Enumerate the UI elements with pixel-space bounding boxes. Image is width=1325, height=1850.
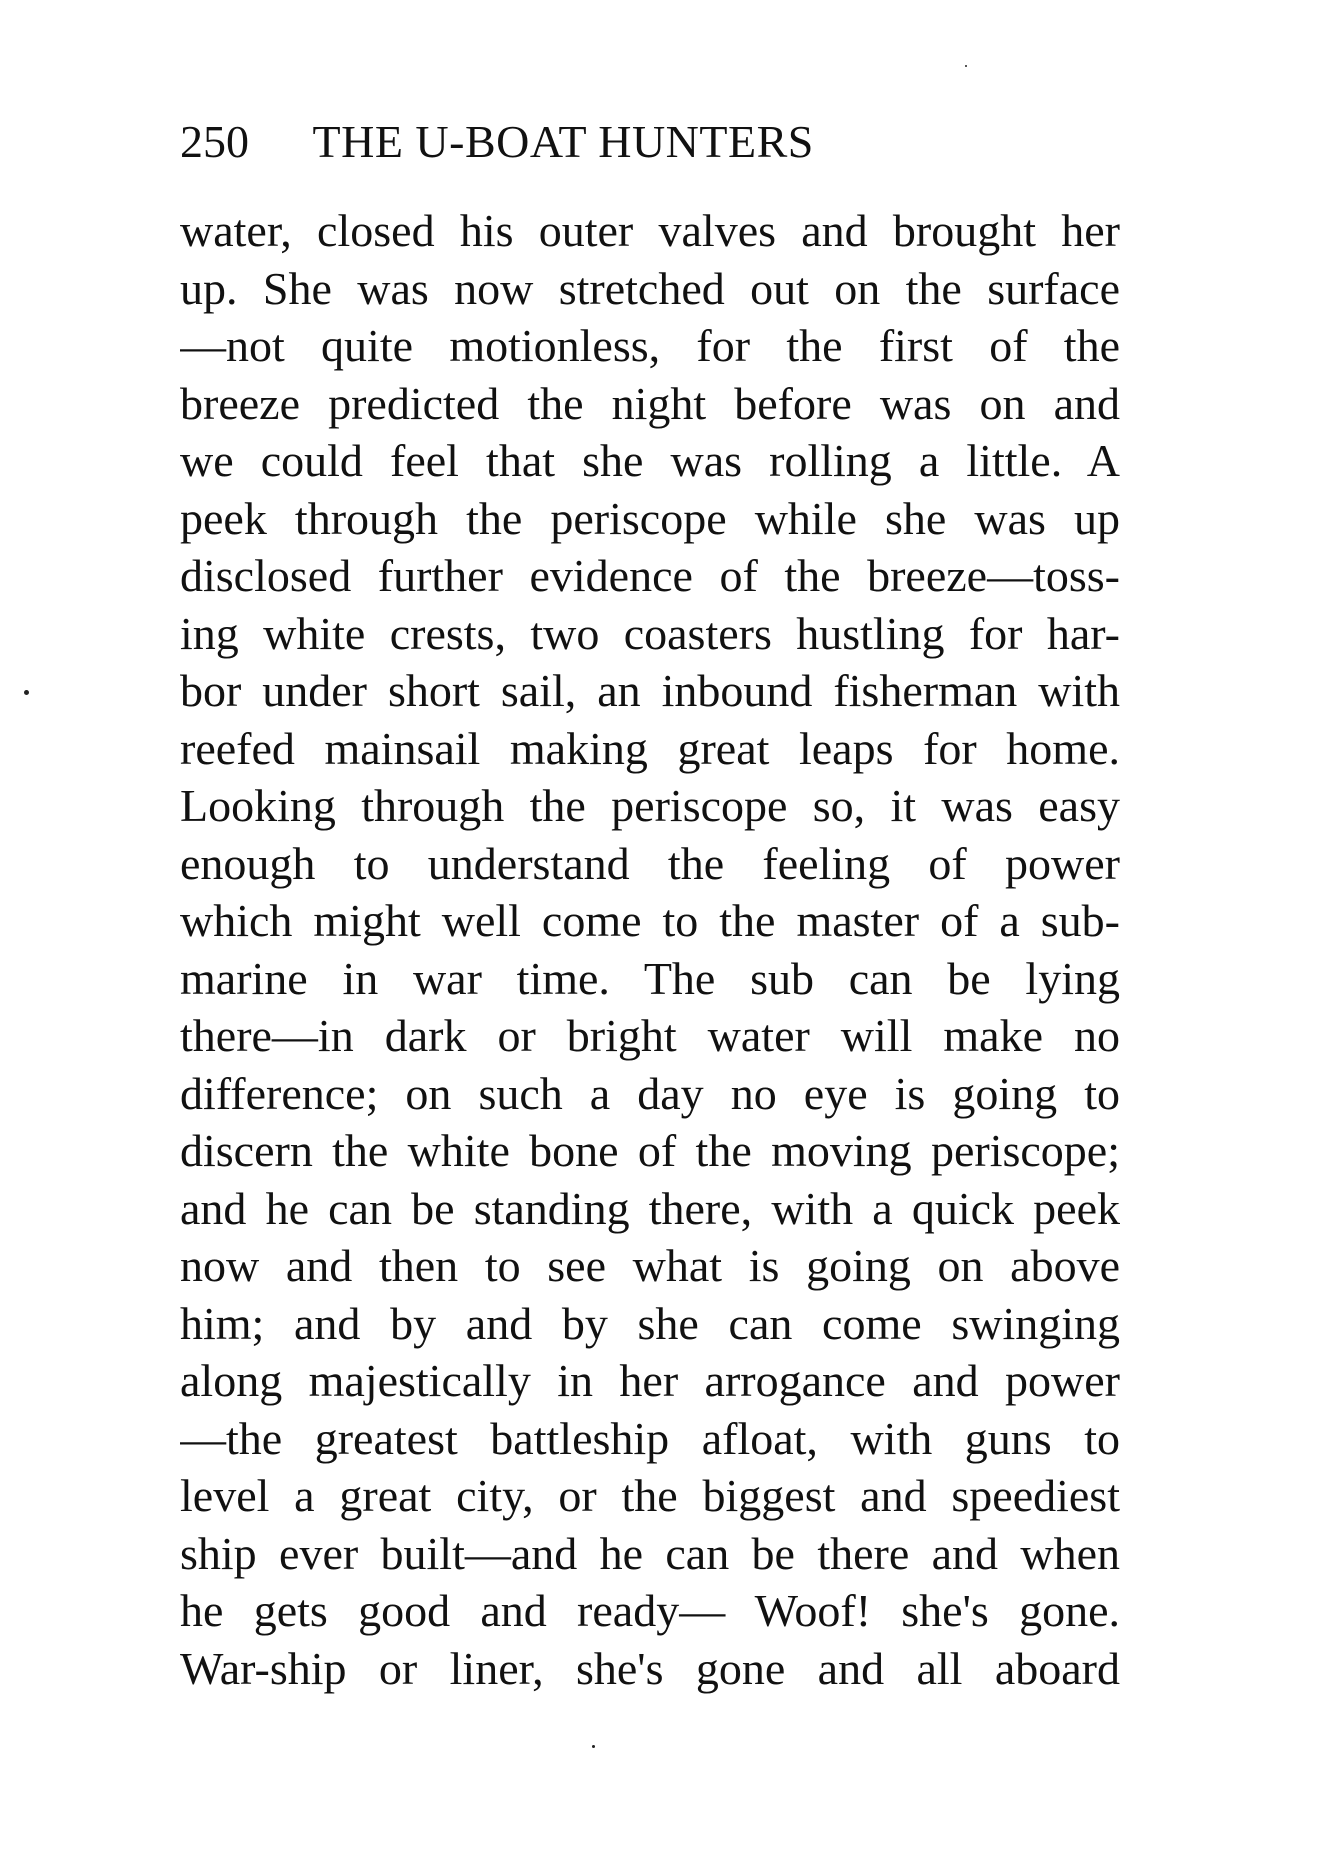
text-line: difference; on such a day no eye is going to xyxy=(180,1067,1120,1119)
text-line: marine in war time. The sub can be lying xyxy=(180,952,1120,1004)
text-line: now and then to see what is going on above xyxy=(180,1240,1120,1291)
text-line: —the greatest battleship afloat, with guns to xyxy=(180,1412,1120,1464)
text-line: him; and by and by she can come swinging xyxy=(180,1297,1120,1349)
text-line: bor under short sail, an inbound fisherman with xyxy=(180,665,1120,716)
text-line: there—in dark or bright water will make no xyxy=(180,1010,1120,1061)
text-line: Looking through the periscope so, it was easy xyxy=(180,780,1120,831)
scan-speck xyxy=(24,690,29,695)
text-line: ing white crests, two coasters hustling for har- xyxy=(180,607,1120,659)
text-line: level a great city, or the biggest and speediest xyxy=(180,1470,1120,1521)
text-line: reefed mainsail making great leaps for home. xyxy=(180,722,1120,774)
text-line: disclosed further evidence of the breeze—toss- xyxy=(180,550,1120,601)
text-line: water, closed his outer valves and brought her xyxy=(180,205,1120,256)
text-line: we could feel that she was rolling a little. A xyxy=(180,435,1120,486)
text-line: and he can be standing there, with a quick peek xyxy=(180,1182,1120,1234)
text-line: which might well come to the master of a sub- xyxy=(180,895,1120,946)
text-line: peek through the periscope while she was up xyxy=(180,492,1120,544)
text-line: breeze predicted the night before was on and xyxy=(180,377,1120,429)
text-line: he gets good and ready— Woof! she's gone. xyxy=(180,1585,1120,1636)
text-line: up. She was now stretched out on the surface xyxy=(180,262,1120,314)
page-header xyxy=(180,112,980,172)
page-number: 250 xyxy=(180,116,249,167)
scan-speck xyxy=(592,1745,595,1748)
scan-speck xyxy=(965,65,967,67)
text-line: enough to understand the feeling of power xyxy=(180,837,1120,889)
body-text xyxy=(180,202,1120,1697)
text-line: along majestically in her arrogance and power xyxy=(180,1355,1120,1406)
text-line: discern the white bone of the moving periscope; xyxy=(180,1125,1120,1176)
text-line: ship ever built—and he can be there and when xyxy=(180,1527,1120,1579)
running-title: THE U-BOAT HUNTERS xyxy=(312,116,814,167)
text-line: —not quite motionless, for the first of the xyxy=(180,320,1120,371)
text-line: War-ship or liner, she's gone and all aboard xyxy=(180,1642,1120,1694)
